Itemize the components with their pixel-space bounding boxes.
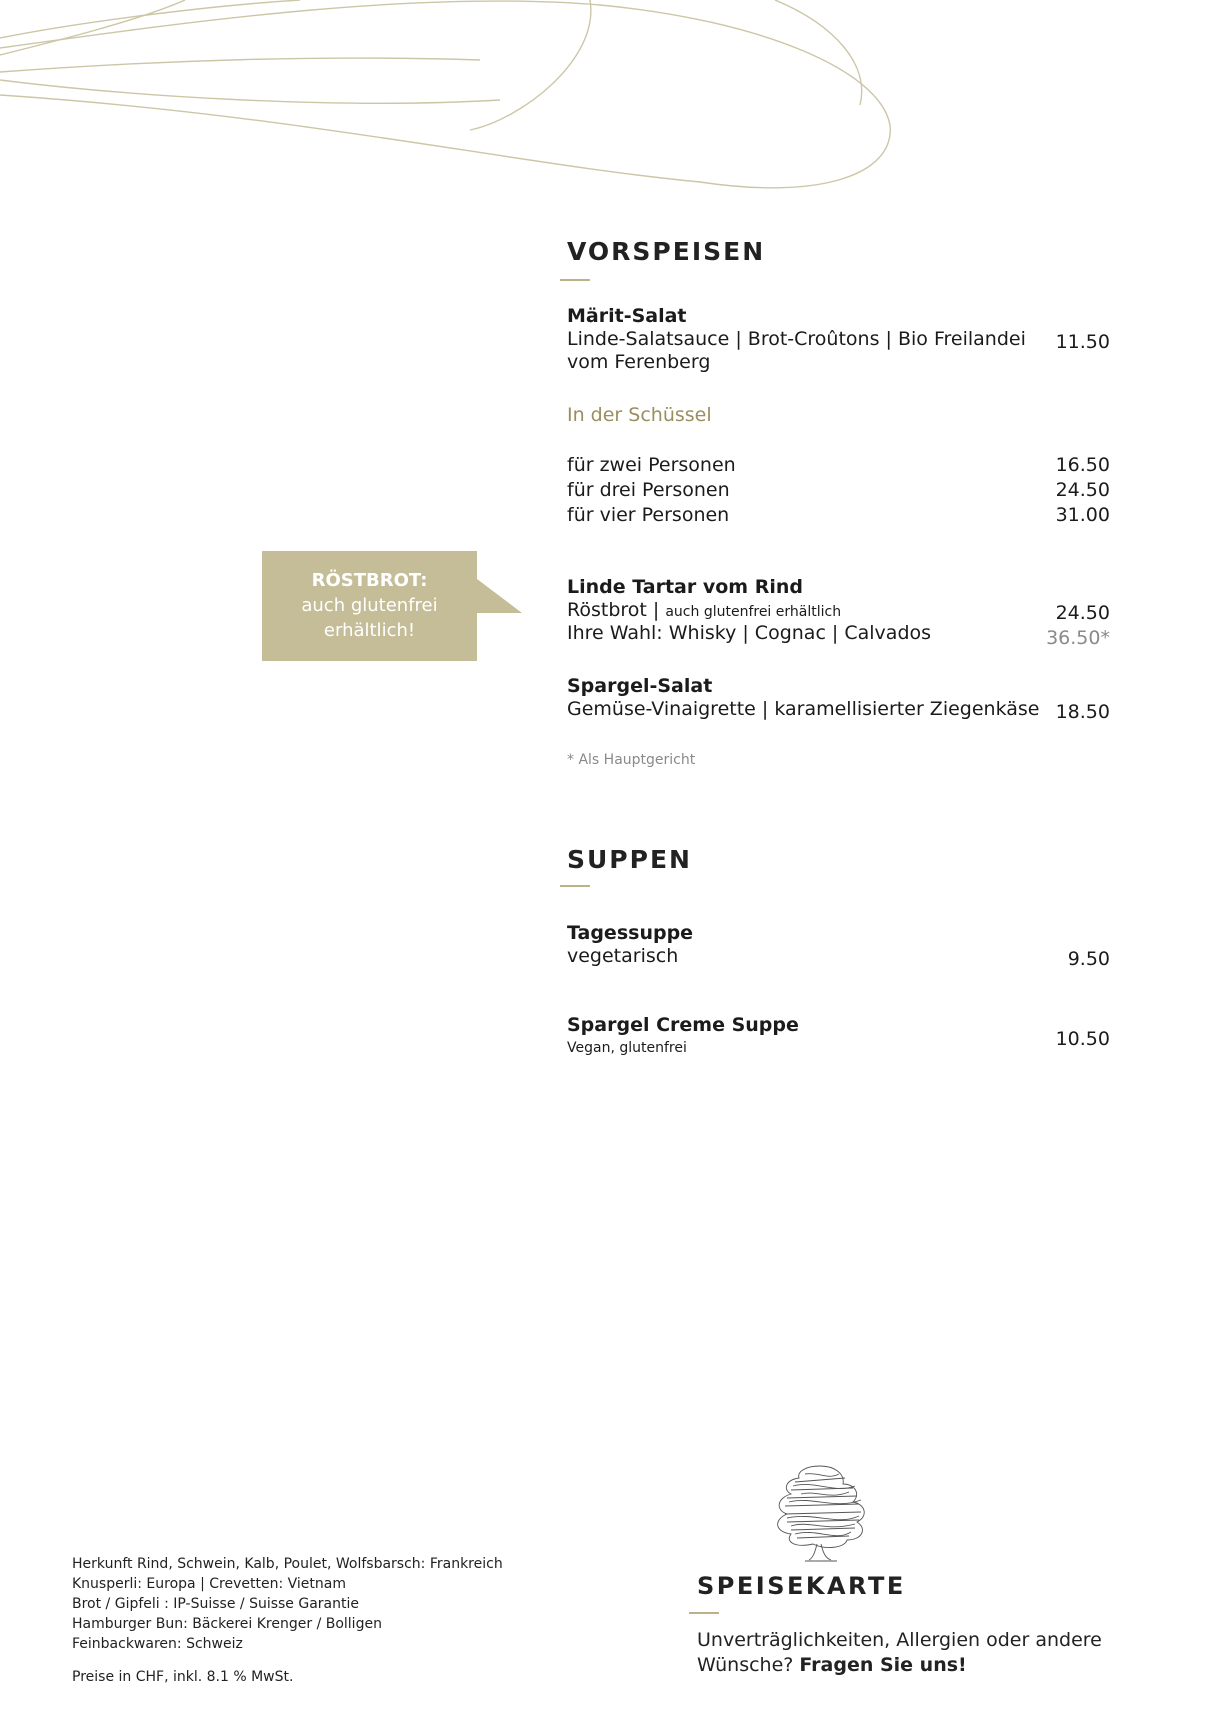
- portion-label: für drei Personen: [567, 479, 730, 501]
- dish-price: 18.50: [1055, 701, 1110, 723]
- prices-note: Preise in CHF, inkl. 8.1 % MwSt.: [72, 1669, 294, 1685]
- dish-description: vom Ferenberg: [567, 351, 711, 373]
- subheading-schuessel: In der Schüssel: [567, 404, 712, 426]
- dish-description: Gemüse-Vinaigrette | karamellisierter Ziegenkäse: [567, 698, 1040, 720]
- allergy-note-line: [697, 1653, 1102, 1678]
- portion-label: für vier Personen: [567, 504, 730, 526]
- dish-name: Tagessuppe: [567, 922, 694, 944]
- origin-line: Knusperli: Europa | Crevetten: Vietnam: [72, 1576, 346, 1592]
- portion-label: für zwei Personen: [567, 454, 736, 476]
- dish-name: Linde Tartar vom Rind: [567, 576, 803, 598]
- origin-info: [72, 1554, 503, 1654]
- callout-line: auch glutenfrei: [301, 595, 438, 616]
- dish-description: Vegan, glutenfrei: [567, 1040, 687, 1056]
- list-item: [567, 479, 1110, 501]
- portion-price: 31.00: [1055, 504, 1110, 526]
- list-item: [567, 454, 1110, 476]
- portion-price: 16.50: [1055, 454, 1110, 476]
- menu-item-spargel-salat: [567, 675, 1110, 723]
- portion-price: 24.50: [1055, 479, 1110, 501]
- dish-price-main-course: 36.50*: [1046, 627, 1110, 649]
- section-title-suppen: SUPPEN: [567, 845, 692, 874]
- allergy-note: [697, 1628, 1102, 1678]
- callout-line: RÖSTBROT:: [311, 570, 428, 591]
- callout-rostbrot: [262, 551, 522, 661]
- origin-line: Herkunft Rind, Schwein, Kalb, Poulet, Wolfsbarsch: Frankreich: [72, 1556, 503, 1572]
- dish-description: Linde-Salatsauce | Brot-Croûtons | Bio Freilandei: [567, 328, 1026, 350]
- brand-title: SPEISEKARTE: [697, 1572, 906, 1600]
- menu-item-marit-salat: [567, 305, 1110, 373]
- allergy-note-line: Unverträglichkeiten, Allergien oder andere: [697, 1629, 1102, 1651]
- callout-line: erhältlich!: [323, 620, 416, 641]
- origin-line: Brot / Gipfeli : IP-Suisse / Suisse Garantie: [72, 1596, 359, 1612]
- dish-description: vegetarisch: [567, 945, 679, 967]
- dish-description: Ihre Wahl: Whisky | Cognac | Calvados: [567, 622, 932, 644]
- decorative-swirl-lines: [0, 0, 1222, 200]
- origin-line: Feinbackwaren: Schweiz: [72, 1636, 243, 1652]
- section-title-vorspeisen: VORSPEISEN: [567, 237, 766, 266]
- allergy-note-text: Wünsche?: [697, 1654, 800, 1676]
- menu-item-spargel-creme-suppe: [567, 1014, 1110, 1056]
- section-divider: [560, 885, 590, 887]
- dish-description: [567, 599, 1110, 621]
- menu-item-linde-tartar: [567, 576, 1110, 649]
- dish-name: Spargel Creme Suppe: [567, 1014, 799, 1036]
- dish-name: Märit-Salat: [567, 305, 687, 327]
- footnote-hauptgericht: * Als Hauptgericht: [567, 752, 696, 768]
- callout-text: [262, 568, 477, 643]
- list-item: [567, 504, 1110, 526]
- origin-line: Hamburger Bun: Bäckerei Krenger / Bolligen: [72, 1616, 382, 1632]
- dish-price: 9.50: [1067, 948, 1110, 970]
- dish-price: 24.50: [1055, 602, 1110, 624]
- dish-description-note: auch glutenfrei erhältlich: [665, 604, 842, 620]
- dish-price: 11.50: [1055, 331, 1110, 353]
- tree-logo-icon: [765, 1460, 875, 1565]
- dish-description-main: Röstbrot |: [567, 599, 666, 621]
- allergy-note-cta: Fragen Sie uns!: [799, 1654, 967, 1676]
- dish-price: 10.50: [1055, 1028, 1110, 1050]
- menu-item-tagessuppe: [567, 922, 1110, 970]
- brand-divider: [689, 1612, 719, 1614]
- section-divider: [560, 279, 590, 281]
- dish-name: Spargel-Salat: [567, 675, 713, 697]
